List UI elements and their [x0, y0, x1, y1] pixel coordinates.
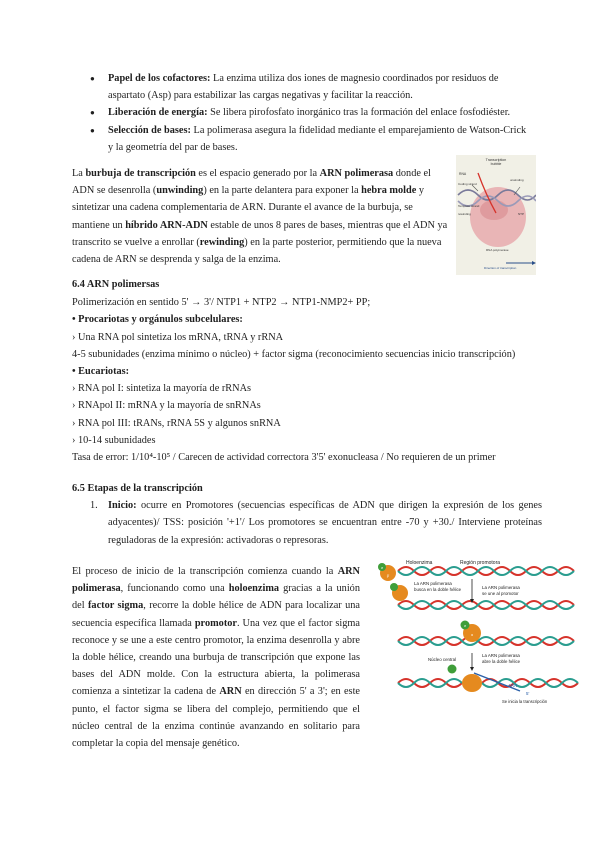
fig-label: ARN — [508, 683, 518, 688]
fig-label: Núcleo central — [428, 657, 457, 662]
item-number: 1. — [90, 500, 98, 512]
fig-label: unwinding — [510, 178, 524, 182]
fig-label: busca en la doble hélice — [414, 587, 462, 592]
fig-label: Transcription — [485, 158, 507, 162]
fig-label: 5' — [526, 691, 530, 696]
bullet-text: Se libera pirofosfato inorgánico tras la formación del enlace fosfodiéster. — [207, 107, 511, 119]
bullet-item — [90, 70, 530, 104]
section-heading: 6.5 Etapas de la transcripción — [72, 483, 203, 494]
bullet-text: La polimerasa asegura la fidelidad mediante el emparejamiento de Watson-Crick y la geometría del par de bases. — [108, 124, 527, 153]
line: › 10-14 subunidades — [72, 434, 156, 446]
section-heading: 6.4 ARN polimersas — [72, 279, 160, 290]
fig-label: rewinding — [458, 212, 471, 216]
section-6-4 — [72, 276, 542, 466]
line-bold: • Procariotas y orgánulos subcelulares: — [72, 314, 243, 326]
core-enzyme-shape — [462, 674, 482, 692]
transcription-bubble-figure — [456, 155, 536, 275]
cofactor-bullet-list — [90, 70, 530, 156]
line-bold: • Eucariotas: — [72, 366, 130, 378]
fig-label: abre la doble hélice — [482, 659, 521, 664]
item-title: Inicio: — [108, 500, 137, 512]
fig-label: Coding strand — [458, 182, 477, 186]
bullet-title: Papel de los cofactores: — [108, 73, 211, 84]
initiation-figure — [370, 555, 585, 705]
fig-label: se une al promotor — [482, 591, 519, 596]
bullet-text: La enzima utiliza dos iones de magnesio coordinados por residuos de aspartato (Asp) para estabilizar las cargas negativas y facilitar la reacción. — [108, 73, 499, 102]
fig-label: RNA — [459, 172, 467, 176]
fig-label: σ — [380, 566, 384, 570]
section-6-5 — [72, 480, 542, 549]
line: › Una RNA pol sintetiza los mRNA, tRNA y rRNA — [72, 331, 284, 343]
sigma-factor-shape — [390, 583, 398, 591]
fig-label: La ARN polimerasa — [414, 581, 452, 586]
bullet-title: Selección de bases: — [108, 124, 191, 136]
fig-label: σ — [463, 624, 467, 628]
fig-label: RNA polymerase — [486, 248, 509, 252]
bullet-item — [90, 104, 530, 121]
fig-label: La ARN polimerasa — [482, 585, 520, 590]
fig-label: Se inicia la transcripción — [502, 699, 548, 704]
released-sigma-shape — [448, 665, 457, 674]
line: › RNA pol I: sintetiza la mayoría de rRNAs — [72, 383, 252, 395]
fig-label: Direction of transcription — [484, 266, 517, 270]
fig-label: Región promotora — [460, 560, 501, 566]
fig-label: Template strand — [458, 204, 480, 208]
initiation-process-paragraph: El proceso de inicio de la transcripción comienza cuando la ARN polimerasa, funcionando como una holoenzima gracias a la unión del factor sigma, recorre la doble hélice de ADN para localizar una secuencia específica llamada promotor. Una vez que el factor sigma reconoce y se une a este centro promotor, la enzima desenrolla y abre la doble hélice, creando una burbuja de transcripción que expone las bases del ADN molde. Con la estructura abierta, la polimerasa comienza a sintetizar la cadena de ARN en dirección 5' a 3'; en este punto, el factor sigma se libera del complejo, permitiendo que el núcleo central de la enzima continúe avanzando en solitario para completar la copia del mensaje genético. — [72, 566, 361, 750]
fig-label: La ARN polimerasa — [482, 653, 520, 658]
line: › RNA pol III: tRANs, rRNA 5S y algunos snRNA — [72, 417, 281, 429]
fig-label: bubble — [490, 162, 502, 166]
line — [72, 311, 542, 328]
fig-label: α — [471, 633, 473, 637]
transcription-bubble-paragraph: La burbuja de transcripción es el espacio generado por la ARN polimerasa donde el ADN se desenrolla (unwinding) en la parte delantera para exponer la hebra molde y sintetizar una cadena complementaria de ARN. Durante el avance de la burbuja, se mantiene un híbrido ARN-ADN estable de unos 8 pares de bases, mientras que el ADN ya transcrito se vuelve a enrollar (rewinding) en la parte posterior, permitiendo que la nueva cadena de ARN se desprenda y salga de la enzima. — [72, 168, 448, 266]
line: Tasa de error: 1/10⁴-10⁵ / Carecen de actividad correctora 3'5' exonucleasa / No requieren de un primer — [72, 452, 496, 464]
line: 4-5 subunidades (enzima mínimo o núcleo) + factor sigma (reconocimiento secuencias inicio transcripción) — [72, 348, 516, 360]
line: Polimerización en sentido 5' → 3'/ NTP1 + NTP2 → NTP1-NMP2+ PP; — [72, 297, 371, 309]
fig-label: Holoenzima — [406, 560, 433, 566]
line: › RNApol II: mRNA y la mayoría de snRNAs — [72, 400, 261, 412]
numbered-item — [72, 497, 542, 549]
bullet-title: Liberación de energía: — [108, 107, 208, 119]
bullet-item — [90, 122, 530, 156]
item-text: ocurre en Promotores (secuencias específicas de ADN que dirigen la expresión de los genes adyacentes)/ TSS: posición '+1'/ Los promotores se encuentran entre -70 y +30./ Interviene proteínas reguladoras de la expresión: activadoras o represoras. — [108, 500, 542, 546]
fig-label: NTP — [518, 212, 524, 216]
fig-label: β' — [386, 574, 390, 578]
line — [72, 363, 542, 380]
